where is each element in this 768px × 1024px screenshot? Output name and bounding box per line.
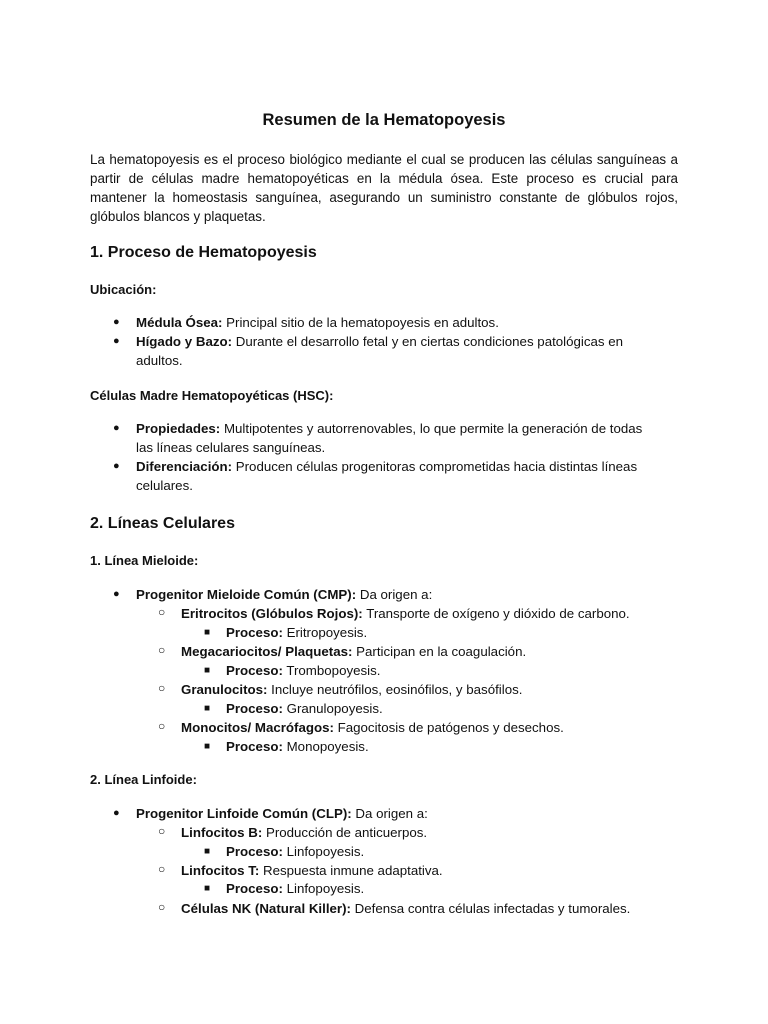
section-heading-lineas: 2. Líneas Celulares [90, 515, 235, 532]
list-item-continuation: las líneas celulares sanguíneas. [136, 440, 326, 455]
list-item-term: Diferenciación: [136, 459, 233, 474]
section-heading-proceso: 1. Proceso de Hematopoyesis [90, 244, 317, 261]
list-item [136, 421, 642, 436]
list-item [181, 863, 443, 878]
list-item [181, 644, 526, 659]
list-item-term: Linfocitos T: [181, 863, 260, 878]
list-item [136, 334, 623, 349]
bullet-icon: ● [113, 422, 120, 434]
circle-bullet-icon: ○ [158, 824, 166, 838]
list-item-term: Progenitor Mieloide Común (CMP): [136, 587, 357, 602]
circle-bullet-icon: ○ [158, 605, 166, 619]
list-item-term: Proceso: [226, 739, 283, 754]
subheading-ubicacion: Ubicación: [90, 282, 157, 297]
list-item [226, 739, 369, 754]
list-item-text: Principal sitio de la hematopoyesis en adultos. [222, 315, 499, 330]
bullet-icon: ● [113, 316, 120, 328]
list-item [226, 663, 380, 678]
list-item-term: Proceso: [226, 844, 283, 859]
square-bullet-icon: ■ [204, 627, 211, 638]
list-item-text: Producen células progenitoras comprometidas hacia distintas líneas [232, 459, 638, 474]
list-item [181, 720, 564, 735]
subheading-mieloide: 1. Línea Mieloide: [90, 553, 199, 568]
list-item [226, 625, 367, 640]
list-item-term: Eritrocitos (Glóbulos Rojos): [181, 606, 363, 621]
list-item-term: Monocitos/ Macrófagos: [181, 720, 334, 735]
list-item-term: Megacariocitos/ Plaquetas: [181, 644, 353, 659]
bullet-icon: ● [113, 460, 120, 472]
list-item-term: Proceso: [226, 701, 283, 716]
list-item [181, 825, 427, 840]
list-item-text: Linfopoyesis. [282, 844, 365, 859]
list-item [181, 606, 630, 621]
circle-bullet-icon: ○ [158, 862, 166, 876]
list-item-term: Propiedades: [136, 421, 221, 436]
bullet-icon: ● [113, 807, 120, 819]
list-item [181, 901, 630, 916]
list-item [136, 315, 499, 330]
list-item [136, 459, 637, 474]
list-item-text: Linfopoyesis. [282, 881, 365, 896]
list-item-text: Producción de anticuerpos. [262, 825, 428, 840]
list-item-text: Multipotentes y autorrenovables, lo que permite la generación de todas [220, 421, 643, 436]
list-item-text: Durante el desarrollo fetal y en ciertas condiciones patológicas en [232, 334, 624, 349]
subheading-linfoide: 2. Línea Linfoide: [90, 772, 197, 787]
subheading-hsc: Células Madre Hematopoyéticas (HSC): [90, 388, 334, 403]
list-item-text: Da origen a: [351, 806, 428, 821]
list-item-term: Médula Ósea: [136, 315, 223, 330]
list-item-term: Hígado y Bazo: [136, 334, 233, 349]
square-bullet-icon: ■ [204, 883, 211, 894]
list-item [181, 682, 522, 697]
list-item-text: Participan en la coagulación. [352, 644, 527, 659]
list-item [136, 587, 432, 602]
list-item-text: Eritropoyesis. [282, 625, 368, 640]
list-item-text: Fagocitosis de patógenos y desechos. [333, 720, 564, 735]
list-item-term: Proceso: [226, 625, 283, 640]
list-item-term: Proceso: [226, 881, 283, 896]
list-item-text: Trombopoyesis. [282, 663, 381, 678]
circle-bullet-icon: ○ [158, 643, 166, 657]
list-item [226, 881, 364, 896]
list-item-continuation: adultos. [136, 353, 183, 368]
square-bullet-icon: ■ [204, 665, 211, 676]
bullet-icon: ● [113, 588, 120, 600]
list-item-text: Incluye neutrófilos, eosinófilos, y basófilos. [267, 682, 523, 697]
list-item-text: Monopoyesis. [282, 739, 369, 754]
page-title: Resumen de la Hematopoyesis [262, 111, 506, 129]
list-item-term: Células NK (Natural Killer): [181, 901, 351, 916]
square-bullet-icon: ■ [204, 741, 211, 752]
circle-bullet-icon: ○ [158, 900, 166, 914]
list-item-term: Proceso: [226, 663, 283, 678]
list-item-continuation: celulares. [136, 478, 193, 493]
square-bullet-icon: ■ [204, 703, 211, 714]
list-item-term: Linfocitos B: [181, 825, 263, 840]
list-item-text: Granulopoyesis. [282, 701, 383, 716]
list-item [226, 844, 364, 859]
list-item-text: Defensa contra células infectadas y tumorales. [350, 901, 631, 916]
circle-bullet-icon: ○ [158, 719, 166, 733]
bullet-icon: ● [113, 335, 120, 347]
list-item-text: Transporte de oxígeno y dióxido de carbono. [362, 606, 630, 621]
intro-paragraph: La hematopoyesis es el proceso biológico mediante el cual se producen las células sanguíneas a partir de células madre hematopoyéticas en la médula ósea. Este proceso es crucial para mantener la homeostasis sanguínea, asegurando un suministro constante de glóbulos rojos, glóbulos blancos y plaquetas. [90, 152, 678, 224]
circle-bullet-icon: ○ [158, 681, 166, 695]
square-bullet-icon: ■ [204, 846, 211, 857]
list-item [226, 701, 383, 716]
list-item [136, 806, 428, 821]
list-item-term: Granulocitos: [181, 682, 268, 697]
list-item-term: Progenitor Linfoide Común (CLP): [136, 806, 352, 821]
list-item-text: Da origen a: [356, 587, 433, 602]
list-item-text: Respuesta inmune adaptativa. [259, 863, 443, 878]
